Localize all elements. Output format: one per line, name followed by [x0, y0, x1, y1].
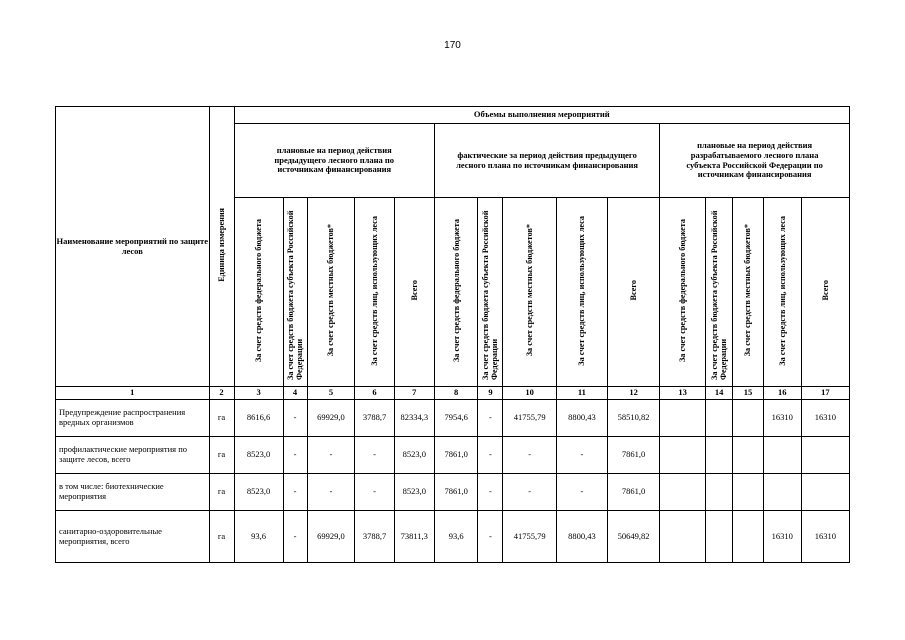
- value-cell: 69929,0: [307, 400, 355, 437]
- value-cell: 7861,0: [607, 474, 659, 511]
- header-users-3: За счет средств лиц, использующих леса: [763, 198, 801, 387]
- value-cell: [660, 474, 706, 511]
- table-row: [56, 474, 850, 511]
- value-cell: -: [556, 474, 607, 511]
- value-cell: [733, 400, 763, 437]
- value-cell: -: [283, 437, 307, 474]
- value-cell: [660, 437, 706, 474]
- page-number: 170: [444, 40, 461, 51]
- unit-cell: га: [209, 511, 234, 563]
- column-number: 15: [733, 387, 763, 400]
- value-cell: 7861,0: [434, 474, 478, 511]
- value-cell: 69929,0: [307, 511, 355, 563]
- value-cell: [733, 511, 763, 563]
- value-cell: 82334,3: [394, 400, 434, 437]
- header-subject-1: За счет средств бюджета субъекта Российской Федерации: [283, 198, 307, 387]
- value-cell: 8523,0: [394, 437, 434, 474]
- value-cell: 8616,6: [234, 400, 283, 437]
- header-federal-3: За счет средств федерального бюджета: [660, 198, 706, 387]
- column-number: 16: [763, 387, 801, 400]
- column-number: 1: [56, 387, 210, 400]
- table-row: [56, 400, 850, 437]
- value-cell: -: [478, 437, 503, 474]
- value-cell: [705, 400, 732, 437]
- value-cell: 16310: [801, 400, 849, 437]
- header-users-2: За счет средств лиц, использующих леса: [556, 198, 607, 387]
- value-cell: 93,6: [434, 511, 478, 563]
- value-cell: 8523,0: [234, 437, 283, 474]
- measure-name: профилактические мероприятия по защите лесов, всего: [56, 437, 210, 474]
- value-cell: [763, 437, 801, 474]
- value-cell: 16310: [763, 400, 801, 437]
- value-cell: 16310: [801, 511, 849, 563]
- unit-cell: га: [209, 400, 234, 437]
- value-cell: -: [307, 474, 355, 511]
- unit-cell: га: [209, 437, 234, 474]
- value-cell: 41755,79: [503, 511, 556, 563]
- column-number: 8: [434, 387, 478, 400]
- column-number: 2: [209, 387, 234, 400]
- value-cell: 73811,3: [394, 511, 434, 563]
- value-cell: -: [556, 437, 607, 474]
- header-group-planned-new: плановые на период действия разрабатываемого лесного плана субъекта Российской Федерации по источникам финансирования: [660, 124, 850, 198]
- column-number: 13: [660, 387, 706, 400]
- table-row: [56, 511, 850, 563]
- value-cell: -: [355, 474, 394, 511]
- value-cell: -: [283, 474, 307, 511]
- value-cell: 3788,7: [355, 400, 394, 437]
- value-cell: [801, 474, 849, 511]
- header-local-3: За счет средств местных бюджетов*: [733, 198, 763, 387]
- column-number: 7: [394, 387, 434, 400]
- column-number: 11: [556, 387, 607, 400]
- value-cell: [801, 437, 849, 474]
- column-number-row: [56, 387, 850, 400]
- value-cell: [733, 437, 763, 474]
- value-cell: 7954,6: [434, 400, 478, 437]
- header-total-3: Всего: [801, 198, 849, 387]
- value-cell: -: [307, 437, 355, 474]
- value-cell: [763, 474, 801, 511]
- column-number: 3: [234, 387, 283, 400]
- value-cell: -: [478, 400, 503, 437]
- header-local-1: За счет средств местных бюджетов*: [307, 198, 355, 387]
- measure-name: Предупреждение распространения вредных организмов: [56, 400, 210, 437]
- value-cell: 7861,0: [607, 437, 659, 474]
- column-number: 12: [607, 387, 659, 400]
- value-cell: -: [355, 437, 394, 474]
- value-cell: 16310: [763, 511, 801, 563]
- measure-name: санитарно-оздоровительные мероприятия, всего: [56, 511, 210, 563]
- unit-cell: га: [209, 474, 234, 511]
- value-cell: [733, 474, 763, 511]
- forest-protection-table: [55, 106, 850, 563]
- header-federal-2: За счет средств федерального бюджета: [434, 198, 478, 387]
- column-number: 10: [503, 387, 556, 400]
- value-cell: [705, 474, 732, 511]
- header-group-planned-previous: плановые на период действия предыдущего лесного плана по источникам финансирования: [234, 124, 434, 198]
- value-cell: 58510,82: [607, 400, 659, 437]
- header-group-actual-previous: фактические за период действия предыдущего лесного плана по источникам финансирования: [434, 124, 659, 198]
- value-cell: 3788,7: [355, 511, 394, 563]
- value-cell: [705, 511, 732, 563]
- value-cell: [660, 400, 706, 437]
- header-local-2: За счет средств местных бюджетов*: [503, 198, 556, 387]
- column-number: 6: [355, 387, 394, 400]
- value-cell: 41755,79: [503, 400, 556, 437]
- value-cell: 8800,43: [556, 511, 607, 563]
- value-cell: 8523,0: [234, 474, 283, 511]
- header-total-2: Всего: [607, 198, 659, 387]
- value-cell: 8800,43: [556, 400, 607, 437]
- value-cell: -: [478, 474, 503, 511]
- column-number: 9: [478, 387, 503, 400]
- column-number: 5: [307, 387, 355, 400]
- value-cell: -: [283, 400, 307, 437]
- header-total-1: Всего: [394, 198, 434, 387]
- value-cell: -: [503, 474, 556, 511]
- value-cell: 50649,82: [607, 511, 659, 563]
- column-number: 17: [801, 387, 849, 400]
- header-subject-2: За счет средств бюджета субъекта Российской Федерации: [478, 198, 503, 387]
- column-number: 14: [705, 387, 732, 400]
- value-cell: -: [283, 511, 307, 563]
- measure-name: в том числе: биотехнические мероприятия: [56, 474, 210, 511]
- header-subject-3: За счет средств бюджета субъекта Российской Федерации: [705, 198, 732, 387]
- value-cell: -: [478, 511, 503, 563]
- value-cell: [660, 511, 706, 563]
- value-cell: 93,6: [234, 511, 283, 563]
- header-federal-1: За счет средств федерального бюджета: [234, 198, 283, 387]
- value-cell: 8523,0: [394, 474, 434, 511]
- value-cell: 7861,0: [434, 437, 478, 474]
- header-unit: Единица измерения: [209, 107, 234, 387]
- value-cell: -: [503, 437, 556, 474]
- column-number: 4: [283, 387, 307, 400]
- header-volumes: Объемы выполнения мероприятий: [234, 107, 849, 124]
- value-cell: [705, 437, 732, 474]
- table-row: [56, 437, 850, 474]
- header-name: Наименование мероприятий по защите лесов: [56, 107, 210, 387]
- header-users-1: За счет средств лиц, использующих леса: [355, 198, 394, 387]
